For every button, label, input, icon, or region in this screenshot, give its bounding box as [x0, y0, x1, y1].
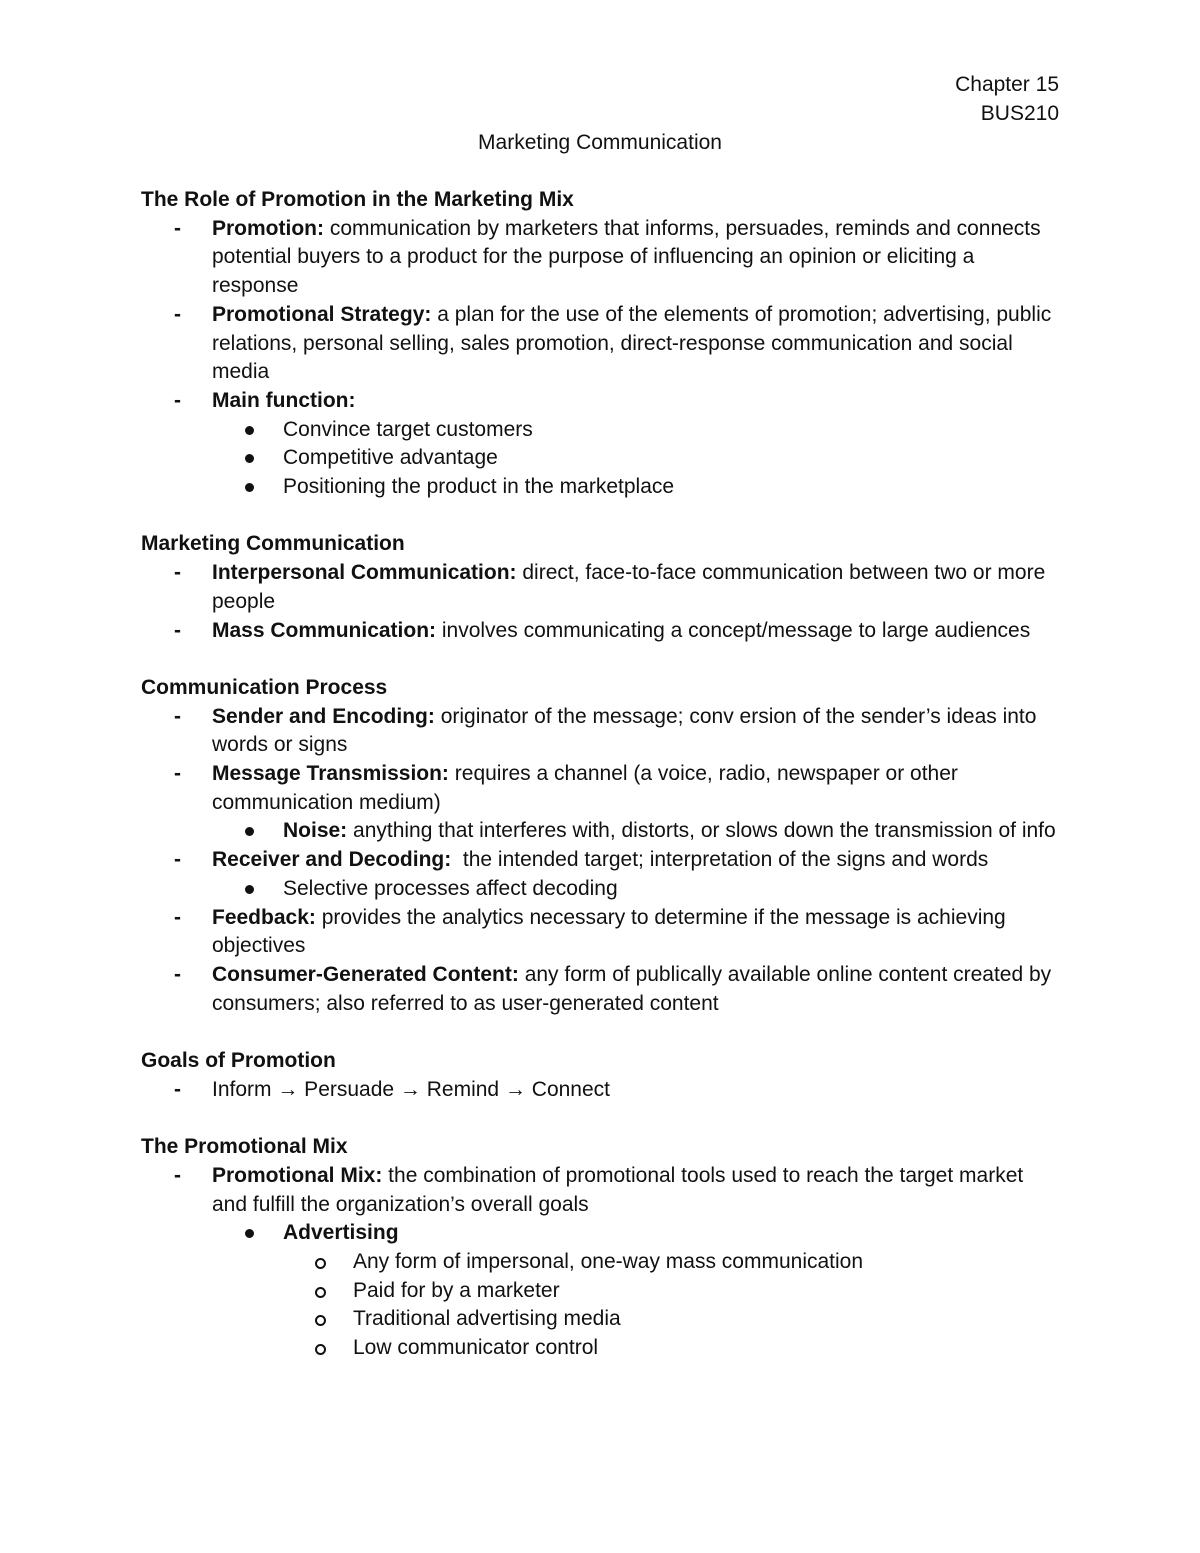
item-term: Consumer-Generated Content:: [212, 962, 519, 986]
bullet-list: [141, 215, 1061, 502]
item-text: communication by marketers that informs, persuades, reminds and connects potential buyers to a product for the purpose of influencing an opinion or eliciting a response: [212, 216, 1041, 298]
item-term: Noise:: [283, 819, 348, 843]
item-text: Any form of impersonal, one-way mass communication: [353, 1249, 864, 1273]
sub-list: [141, 817, 1061, 846]
sub-sub-list-item: [141, 1248, 1061, 1277]
item-text: involves communicating a concept/message to large audiences: [436, 618, 1031, 642]
page-header: [955, 70, 1059, 128]
circle-bullet-icon: [315, 1287, 326, 1298]
sub-sub-list-item: [141, 1334, 1061, 1363]
circle-bullet-icon: [315, 1315, 326, 1326]
sub-sub-list-item: [141, 1277, 1061, 1306]
sub-list-item: [141, 473, 1061, 502]
sub-list-item: [141, 416, 1061, 445]
document-title: Marketing Communication: [478, 131, 722, 154]
sub-list-item: [141, 444, 1061, 473]
dot-bullet-icon: [245, 483, 254, 492]
list-item: [141, 846, 1061, 903]
sub-sub-list: [141, 1248, 1061, 1363]
item-text: originator of the message; conv ersion of the sender’s ideas into words or signs: [212, 704, 1037, 757]
item-text: the combination of promotional tools used to reach the target market and fulfill the organization’s overall goals: [212, 1163, 1024, 1216]
document-body: [141, 186, 1061, 1363]
sub-list: [141, 416, 1061, 502]
list-item: [141, 617, 1061, 646]
item-text: Selective processes affect decoding: [283, 876, 618, 900]
item-text: provides the analytics necessary to determine if the message is achieving objectives: [212, 905, 1006, 958]
sub-list: [141, 1219, 1061, 1363]
dash-bullet-icon: -: [174, 704, 181, 728]
bullet-list: [141, 703, 1061, 1019]
list-item: [141, 559, 1061, 616]
dot-bullet-icon: [245, 426, 254, 435]
section-heading: Goals of Promotion: [141, 1049, 336, 1073]
section-communication-process: [141, 674, 1061, 1018]
sub-list-item: [141, 817, 1061, 846]
item-term: Sender and Encoding:: [212, 704, 435, 728]
item-text: the intended target; interpretation of the signs and words: [451, 848, 989, 872]
section-heading: The Role of Promotion in the Marketing Mix: [141, 188, 574, 211]
list-item: [141, 215, 1061, 301]
dash-bullet-icon: -: [174, 962, 181, 986]
item-text: Paid for by a marketer: [353, 1278, 560, 1302]
item-text: Inform → Persuade → Remind → Connect: [212, 1077, 610, 1101]
list-item: [141, 961, 1061, 1018]
dash-bullet-icon: -: [174, 848, 181, 872]
item-term: Receiver and Decoding:: [212, 848, 452, 872]
list-item: [141, 703, 1061, 760]
circle-bullet-icon: [315, 1258, 326, 1269]
item-text: a plan for the use of the elements of promotion; advertising, public relations, personal selling, sales promotion, direct-response communication and social media: [212, 302, 1052, 384]
course-code: BUS210: [980, 102, 1059, 125]
dash-bullet-icon: -: [174, 762, 181, 786]
item-text: direct, face-to-face communication between two or more people: [212, 561, 1046, 613]
item-term: Advertising: [283, 1221, 399, 1245]
bullet-list: [141, 1162, 1061, 1363]
dot-bullet-icon: [245, 454, 254, 463]
sub-list-item: [141, 1219, 1061, 1363]
bullet-list: [141, 1076, 1061, 1105]
item-term: Mass Communication:: [212, 618, 437, 642]
item-text: Convince target customers: [283, 417, 533, 441]
section-role-of-promotion: [141, 186, 1061, 502]
section-marketing-communication: [141, 530, 1061, 645]
list-item: [141, 301, 1061, 387]
dash-bullet-icon: -: [174, 618, 181, 642]
section-heading: Communication Process: [141, 675, 388, 699]
item-term: Message Transmission:: [212, 762, 449, 786]
section-goals-of-promotion: [141, 1047, 1061, 1104]
item-term: Promotional Strategy:: [212, 302, 432, 326]
chapter-label: Chapter 15: [955, 73, 1059, 96]
list-item: [141, 387, 1061, 502]
dash-bullet-icon: -: [174, 1163, 181, 1187]
section-promotional-mix: [141, 1133, 1061, 1363]
item-text: Low communicator control: [353, 1336, 599, 1360]
dash-bullet-icon: -: [174, 216, 181, 240]
item-term: Promotional Mix:: [212, 1163, 383, 1187]
list-item: [141, 760, 1061, 846]
list-item: [141, 904, 1061, 961]
bullet-list: [141, 559, 1061, 645]
dot-bullet-icon: [245, 885, 254, 894]
dot-bullet-icon: [245, 827, 254, 836]
item-term: Main function:: [212, 388, 356, 412]
item-term: Interpersonal Communication:: [212, 561, 517, 585]
sub-list: [141, 875, 1061, 904]
item-text: any form of publically available online content created by consumers; also referred to as user-generated content: [212, 962, 1052, 1015]
item-text: Traditional advertising media: [353, 1307, 621, 1331]
dash-bullet-icon: -: [174, 905, 181, 929]
sub-list-item: [141, 875, 1061, 904]
item-text: requires a channel (a voice, radio, newspaper or other communication medium): [212, 762, 958, 814]
sub-sub-list-item: [141, 1305, 1061, 1334]
dash-bullet-icon: -: [174, 302, 181, 326]
dash-bullet-icon: -: [174, 388, 181, 412]
item-text: Positioning the product in the marketplace: [283, 475, 675, 499]
dash-bullet-icon: -: [174, 561, 181, 585]
dot-bullet-icon: [245, 1229, 254, 1238]
section-heading: Marketing Communication: [141, 532, 405, 556]
item-term: Feedback:: [212, 905, 316, 929]
section-heading: The Promotional Mix: [141, 1135, 348, 1159]
item-text: Competitive advantage: [283, 446, 498, 470]
list-item: [141, 1162, 1061, 1363]
dash-bullet-icon: -: [174, 1077, 181, 1101]
list-item: [141, 1076, 1061, 1105]
item-text: anything that interferes with, distorts, or slows down the transmission of info: [347, 819, 1056, 843]
item-term: Promotion:: [212, 216, 324, 240]
circle-bullet-icon: [315, 1344, 326, 1355]
